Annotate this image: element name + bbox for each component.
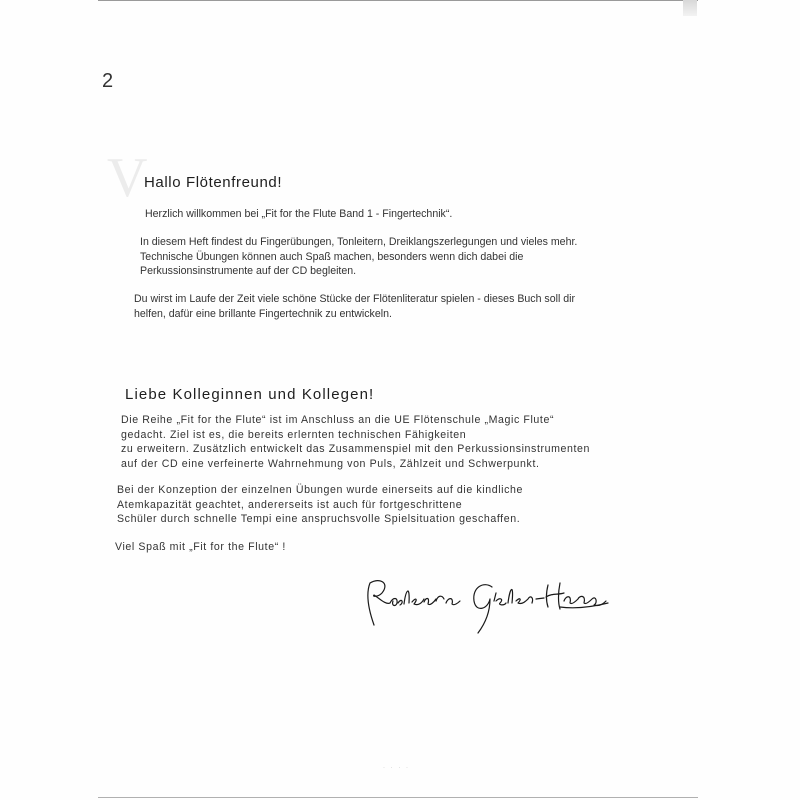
closing-line bbox=[115, 540, 286, 555]
content-paragraph bbox=[140, 235, 577, 279]
paragraph-line: zu erweitern. Zusätzlich entwickelt das Zusammenspiel mit den Perkussionsinstrumenten bbox=[121, 443, 591, 455]
paragraph-line: Bei der Konzeption der einzelnen Übungen wurde einerseits auf die kindliche bbox=[117, 484, 524, 496]
handwritten-signature bbox=[360, 573, 610, 635]
page-number: 2 bbox=[102, 70, 114, 92]
paragraph-line: helfen, dafür eine brillante Fingertechnik zu entwickeln. bbox=[134, 307, 392, 320]
paragraph-line: Du wirst im Laufe der Zeit viele schöne Stücke der Flötenliteratur spielen - dieses Buch soll dir bbox=[134, 293, 576, 305]
paragraph-line: Perkussionsinstrumente auf der CD begleiten. bbox=[140, 265, 357, 277]
welcome-paragraph bbox=[145, 207, 452, 222]
series-paragraph bbox=[121, 413, 590, 471]
goal-paragraph bbox=[134, 292, 575, 321]
paragraph-line: Viel Spaß mit „Fit for the Flute“ ! bbox=[115, 541, 286, 553]
print-mark: · · · · bbox=[383, 765, 410, 771]
conception-paragraph bbox=[117, 483, 523, 527]
greeting-heading: Hallo Flötenfreund! bbox=[144, 174, 283, 191]
paragraph-line: Atemkapazität geachtet, andererseits ist auch für fortgeschrittene bbox=[117, 498, 463, 511]
paragraph-line: Die Reihe „Fit for the Flute“ ist im Anschluss an die UE Flötenschule „Magic Flute“ bbox=[121, 414, 555, 426]
paragraph-line: Herzlich willkommen bei „Fit for the Flute Band 1 - Fingertechnik“. bbox=[145, 208, 453, 220]
scan-edge-top bbox=[98, 0, 698, 4]
paragraph-line: gedacht. Ziel ist es, die bereits erlernten technischen Fähigkeiten bbox=[121, 428, 467, 441]
paragraph-line: Technische Übungen können auch Spaß machen, besonders wenn dich dabei die bbox=[140, 250, 524, 263]
paragraph-line: Schüler durch schnelle Tempi eine anspruchsvolle Spielsituation geschaffen. bbox=[117, 513, 521, 525]
scan-corner-mark bbox=[683, 0, 697, 16]
colleagues-heading: Liebe Kolleginnen und Kollegen! bbox=[125, 386, 375, 403]
paragraph-line: auf der CD eine verfeinerte Wahrnehmung von Puls, Zählzeit und Schwerpunkt. bbox=[121, 457, 540, 470]
paragraph-line: In diesem Heft findest du Fingerübungen, Tonleitern, Dreiklangszerlegungen und vieles mehr. bbox=[140, 236, 578, 248]
faint-bleed-mark: V bbox=[107, 147, 148, 209]
